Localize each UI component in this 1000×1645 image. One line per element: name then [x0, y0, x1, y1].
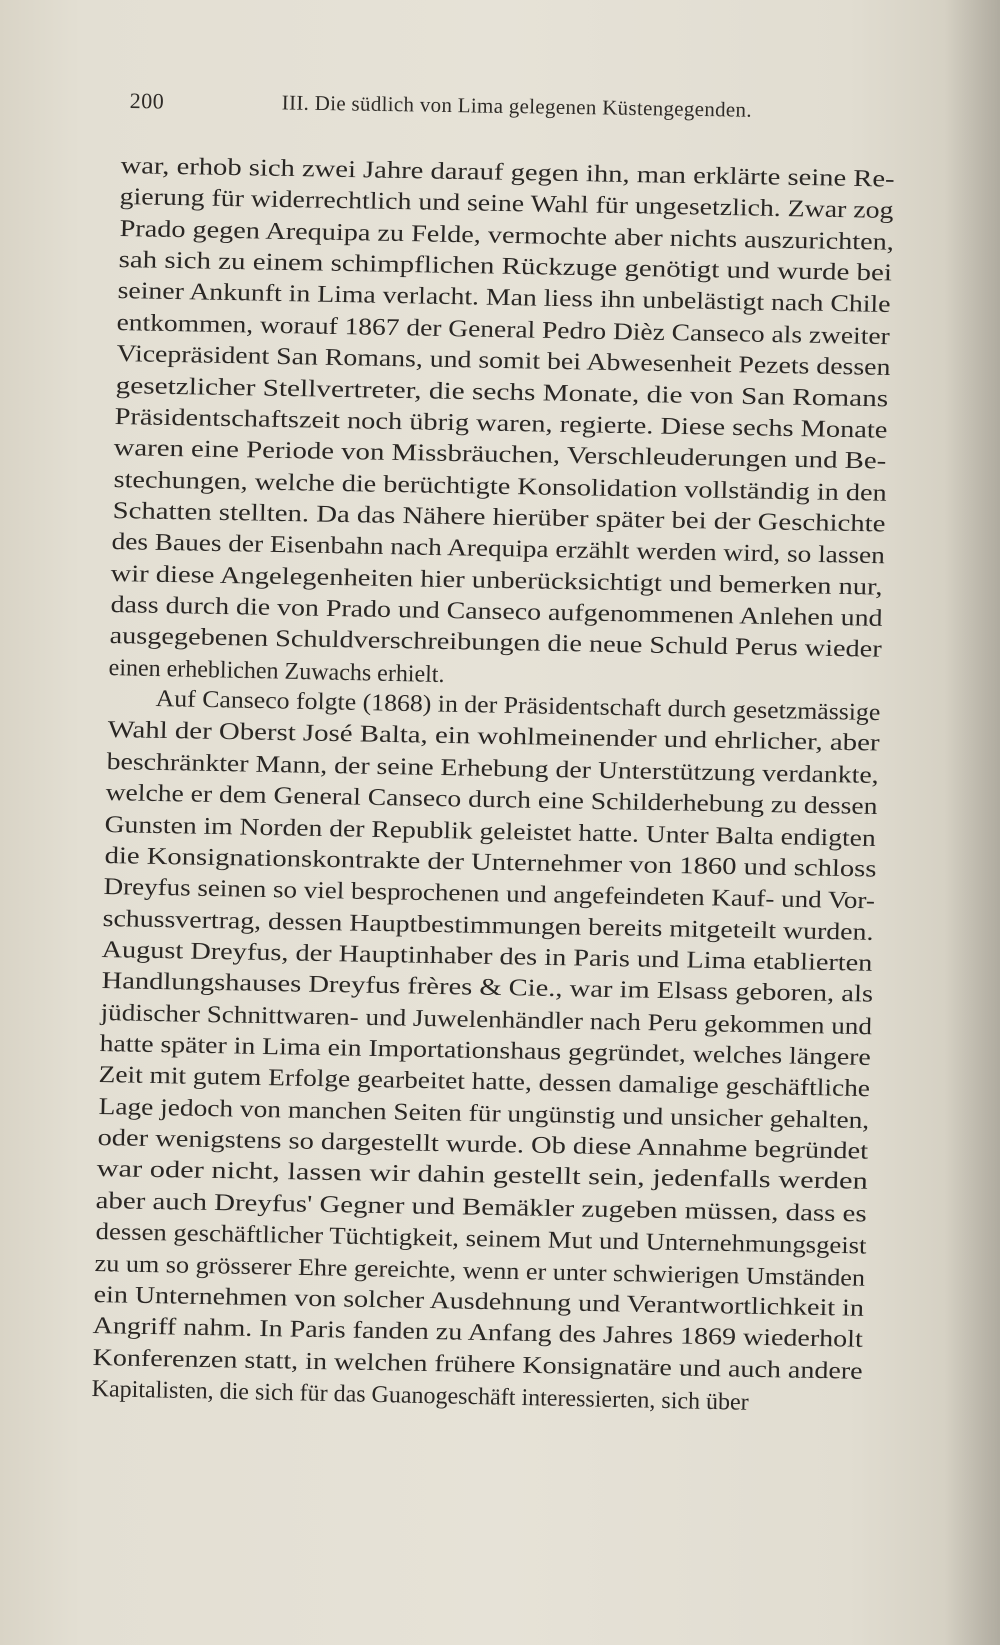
text-line: schussvertrag, dessen Hauptbestimmungen bereits mitgeteilt wurden. — [102, 905, 874, 946]
text-line: oder wenigstens so dargestellt wurde. Ob diese Annahme begründet — [97, 1125, 869, 1165]
text-line: zu um so grösserer Ehre gereichte, wenn er unter schwierigen Umständen — [94, 1250, 866, 1292]
text-line: Prado gegen Arequipa zu Felde, vermochte aber nichts auszurichten, — [118, 215, 894, 256]
text-line: Dreyfus seinen so viel besprochenen und angefeindeten Kauf- und Vor- — [103, 874, 876, 915]
text-line: sah sich zu einem schimpflichen Rückzuge genötigt und wurde bei — [118, 247, 893, 287]
page-number: 200 — [129, 88, 165, 114]
text-line: Präsidentschaftszeit noch übrig waren, regierte. Diese sechs Monate — [114, 403, 888, 444]
text-line: Wahl der Oberst José Balta, ein wohlmeinender und ehrlicher, aber — [106, 717, 880, 757]
text-line: gierung für widerrechtlich und seine Wahl für ungesetzlich. Zwar zog — [119, 184, 895, 225]
text-line: ausgegebenen Schuldverschreibungen die neue Schuld Perus wieder — [109, 623, 882, 664]
text-line: beschränkter Mann, der seine Erhebung der Unterstützung verdankte, — [106, 748, 879, 789]
text-line: August Dreyfus, der Hauptinhaber des in Paris und Lima etablierten — [101, 936, 874, 977]
text-line: Handlungshauses Dreyfus frères & Cie., war im Elsass geboren, als — [100, 968, 874, 1008]
text-line: stechungen, welche die berüchtigte Konsolidation vollständig in den — [112, 466, 887, 507]
running-head: III. Die südlich von Lima gelegenen Küstengegenden. — [281, 90, 753, 122]
text-line: Schatten stellten. Da das Nähere hierüber später bei der Geschichte — [112, 497, 886, 538]
text-line: wir diese Angelegenheiten hier unberücksichtigt und bemerken nur, — [110, 560, 884, 601]
text-line: dessen geschäftlicher Tüchtigkeit, seinem Mut und Unternehmungsgeist — [95, 1219, 867, 1260]
text-line: Kapitalisten, die sich für das Guanogeschäft interessierten, sich über — [91, 1375, 749, 1416]
text-line: waren eine Periode von Missbräuchen, Verschleuderungen und Be- — [113, 435, 887, 475]
text-line: dass durch die von Prado und Canseco aufgenommenen Anlehen und — [109, 592, 883, 632]
text-line: die Konsignationskontrakte der Unternehmer von 1860 und schloss — [103, 842, 877, 883]
text-line: jüdischer Schnittwaren- und Juwelenhändler nach Peru gekommen und — [100, 999, 873, 1040]
text-line: einen erheblichen Zuwachs erhielt. — [108, 654, 445, 688]
text-line: gesetzlicher Stellvertreter, die sechs Monate, die von San Romans — [115, 372, 889, 412]
text-line: ein Unternehmen von solcher Ausdehnung und Verantwortlichkeit in — [93, 1281, 865, 1322]
text-line: Zeit mit gutem Erfolge gearbeitet hatte, dessen damalige geschäftliche — [98, 1062, 871, 1103]
text-line: war oder nicht, lassen wir dahin gestellt sein, jedenfalls werden — [96, 1156, 869, 1196]
text-line: Auf Canseco folgte (1868) in der Präsidentschaft durch gesetzmässige — [155, 686, 881, 727]
text-line: war, erhob sich zwei Jahre darauf gegen ihn, man erklärte seine Re- — [120, 152, 895, 193]
text-line: Gunsten im Norden der Republik geleistet hatte. Unter Balta endigten — [104, 811, 877, 852]
text-line: Vicepräsident San Romans, und somit bei Abwesenheit Pezets dessen — [115, 341, 891, 382]
text-line: aber auch Dreyfus' Gegner und Bemäkler zugeben müssen, dass es — [95, 1187, 868, 1228]
text-line: Angriff nahm. In Paris fanden zu Anfang des Jahres 1869 wiederholt — [92, 1313, 864, 1354]
text-line: entkommen, worauf 1867 der General Pedro Dièz Canseco als zweiter — [116, 309, 891, 350]
text-line: hatte später in Lima ein Importationshaus gegründet, welches längere — [99, 1031, 872, 1072]
text-line: Lage jedoch von manchen Seiten für ungünstig und unsicher gehalten, — [98, 1093, 870, 1134]
text-line: des Baues der Eisenbahn nach Arequipa erzählt werden wird, so lassen — [111, 529, 886, 570]
text-line: welche er dem General Canseco durch eine Schilderhebung zu dessen — [105, 780, 878, 821]
text-line: seiner Ankunft in Lima verlacht. Man liess ihn unbelästigt nach Chile — [117, 278, 891, 319]
text-line: Konferenzen statt, in welchen frühere Konsignatäre und auch andere — [92, 1344, 863, 1385]
